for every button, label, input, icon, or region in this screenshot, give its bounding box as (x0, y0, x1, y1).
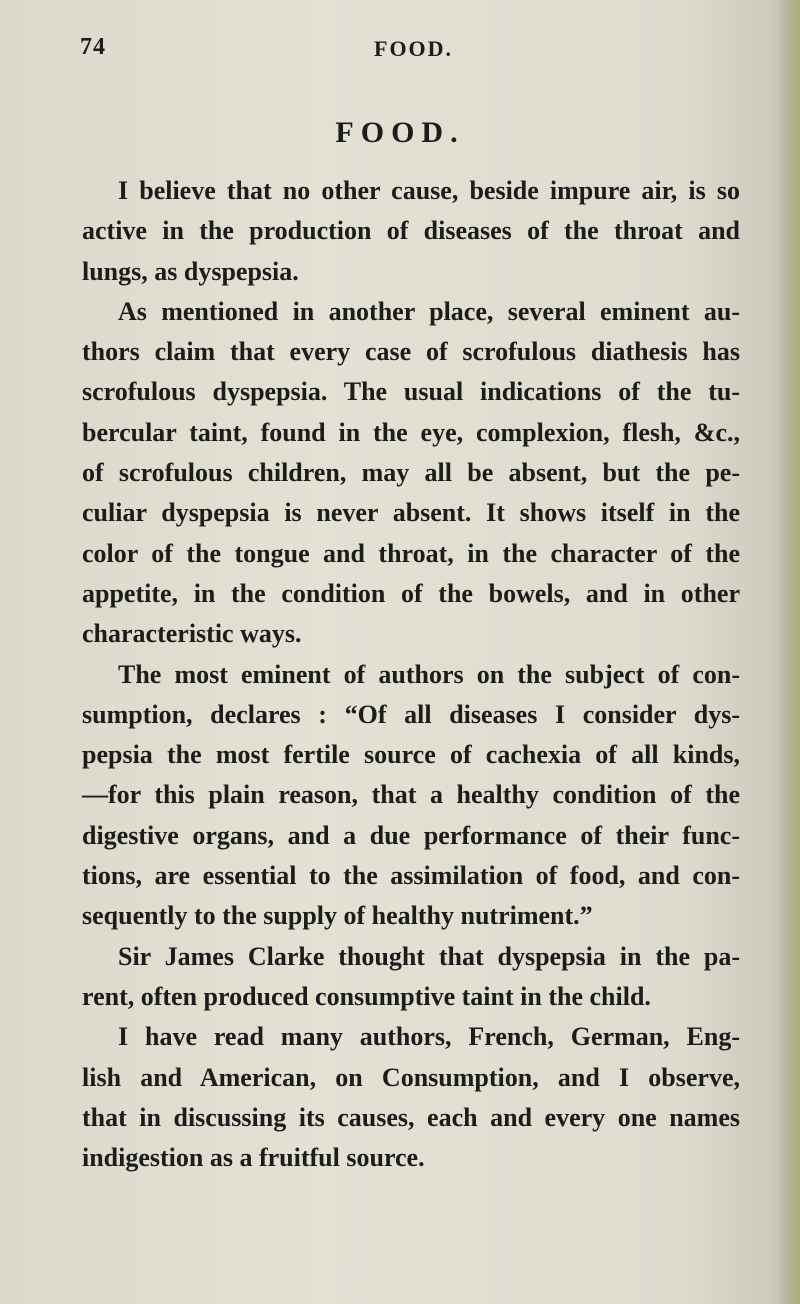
text-line: The most eminent of authors on the subject of con- (118, 659, 740, 689)
body-text (82, 171, 740, 1178)
text-line: scrofulous dyspepsia. The usual indications of the tu- (82, 377, 740, 407)
text-line: thors claim that every case of scrofulous diathesis has (82, 337, 740, 367)
text-line: I believe that no other cause, beside impure air, is so (118, 176, 740, 205)
text-line: —for this plain reason, that a healthy condition of the (82, 780, 740, 810)
text-line: bercular taint, found in the eye, complexion, flesh, &c., (82, 417, 740, 447)
page-edge-shadow (778, 0, 800, 1304)
running-title: FOOD. (374, 36, 454, 61)
text-line: pepsia the most fertile source of cachexia of all kinds, (82, 740, 740, 770)
text-line: lungs, as dyspepsia. (82, 256, 299, 286)
chapter-title: FOOD. (335, 116, 465, 149)
text-line: color of the tongue and throat, in the character of the (82, 538, 740, 568)
text-line: characteristic ways. (82, 619, 302, 649)
text-line: sumption, declares : “Of all diseases I consider dys- (82, 699, 740, 729)
text-line: lish and American, on Consumption, and I observe, (82, 1062, 740, 1092)
text-line: I have read many authors, French, German, Eng- (118, 1022, 740, 1052)
text-line: digestive organs, and a due performance of their func- (82, 820, 740, 850)
text-line: of scrofulous children, may all be absent, but the pe- (82, 458, 740, 488)
text-line: sequently to the supply of healthy nutriment.” (82, 901, 593, 931)
text-line: that in discussing its causes, each and every one names (82, 1102, 740, 1132)
text-line: indigestion as a fruitful source. (82, 1143, 425, 1173)
text-line: As mentioned in another place, several eminent au- (118, 296, 740, 326)
text-line: Sir James Clarke thought that dyspepsia in the pa- (118, 941, 740, 971)
text-line: rent, often produced consumptive taint in the child. (82, 981, 651, 1011)
text-line: appetite, in the condition of the bowels, and in other (82, 578, 740, 608)
running-head (80, 34, 740, 74)
text-line: tions, are essential to the assimilation of food, and con- (82, 861, 740, 891)
text-line: culiar dyspepsia is never absent. It shows itself in the (82, 498, 740, 528)
text-line: active in the production of diseases of the throat and (82, 216, 740, 246)
page-number: 74 (80, 34, 106, 60)
